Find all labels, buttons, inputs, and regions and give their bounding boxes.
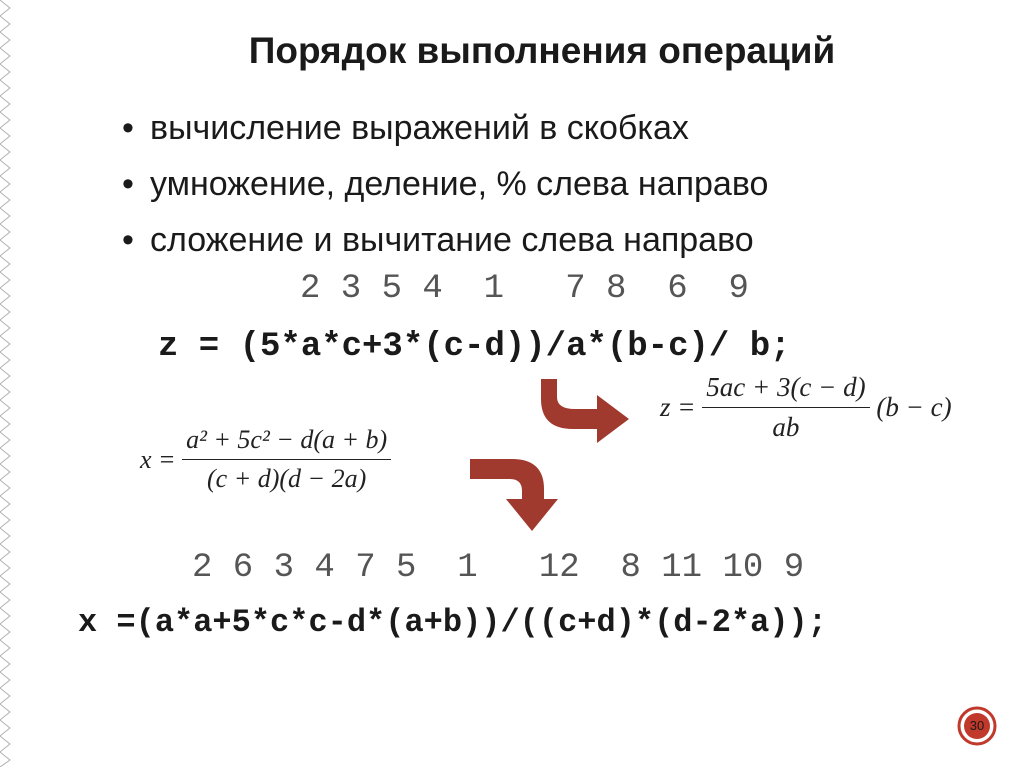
fraction-denominator: (c + d)(d − 2a) (207, 464, 367, 493)
bullet-icon: • (122, 109, 134, 147)
bullet-text: умножение, деление, % слева направо (150, 165, 769, 203)
fraction-numerator: 5ac + 3(c − d) (702, 372, 869, 408)
decorative-zigzag-border (0, 0, 14, 767)
operation-order-numbers-2: 2 6 3 4 7 5 1 12 8 11 10 9 (192, 549, 805, 587)
code-expression-x: x =(a*a+5*c*c-d*(a+b))/((c+d)*(d-2*a)); (78, 604, 827, 641)
formula-x (140, 425, 391, 494)
list-item (122, 160, 768, 216)
curved-arrow-right-icon (535, 375, 635, 445)
fraction (702, 372, 869, 443)
bullet-icon: • (122, 221, 134, 259)
list-item (122, 216, 768, 272)
formula-factor: (b − c) (876, 392, 952, 422)
fraction-denominator: ab (772, 412, 800, 442)
page-number: 30 (969, 718, 985, 733)
formula-lhs: x = (140, 444, 176, 474)
slide-title: Порядок выполнения операций (248, 30, 836, 71)
rules-list (122, 104, 768, 272)
formula-lhs: z = (660, 392, 696, 422)
formula-z (660, 372, 952, 443)
fraction (182, 425, 391, 494)
fraction-numerator: a² + 5c² − d(a + b) (182, 425, 391, 460)
bullet-icon: • (122, 165, 134, 203)
bullet-text: сложение и вычитание слева направо (150, 221, 754, 259)
curved-arrow-down-icon (466, 453, 562, 533)
operation-order-numbers-1: 2 3 5 4 1 7 8 6 9 (300, 270, 749, 308)
bullet-text: вычисление выражений в скобках (150, 109, 689, 147)
code-expression-z: z = (5*a*c+3*(c-d))/a*(b-c)/ b; (158, 328, 791, 366)
list-item (122, 104, 768, 160)
